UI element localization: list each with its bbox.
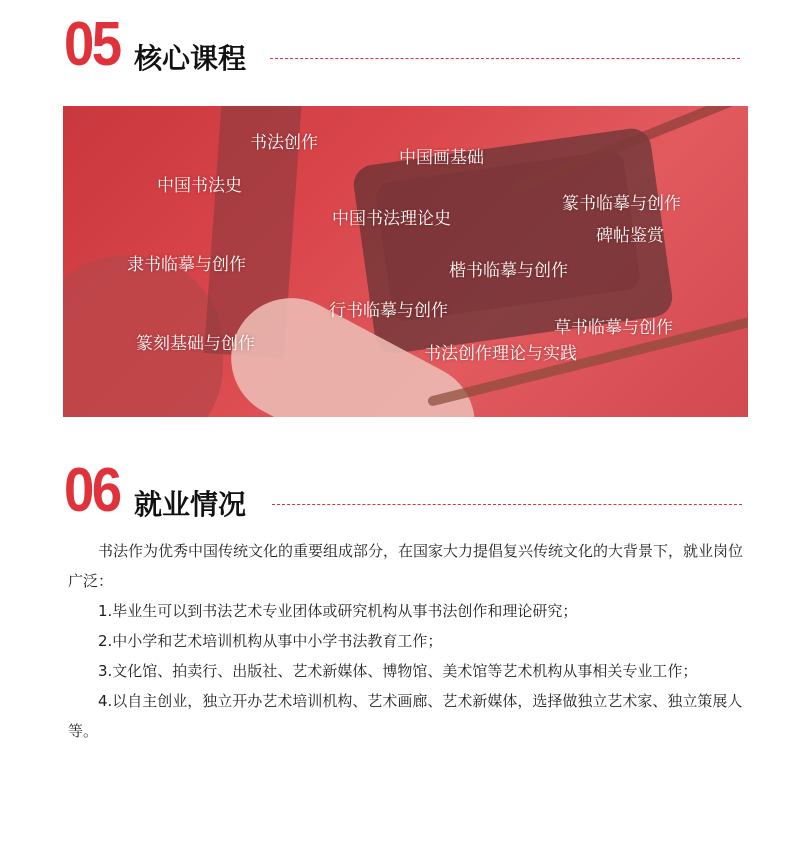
course-item: 书法创作理论与实践 <box>424 344 577 364</box>
course-item: 碑帖鉴赏 <box>596 226 664 246</box>
course-item: 书法创作 <box>250 133 318 153</box>
section-header-core-courses <box>64 10 744 80</box>
employment-intro: 书法作为优秀中国传统文化的重要组成部分，在国家大力提倡复兴传统文化的大背景下，就业岗位广泛： <box>68 542 744 590</box>
courses-banner <box>63 106 748 417</box>
employment-item: 4.以自主创业，独立开办艺术培训机构、艺术画廊、艺术新媒体，选择做独立艺术家、独立策展人等。 <box>68 692 743 740</box>
dashed-divider <box>270 58 740 59</box>
section-title: 就业情况 <box>134 488 247 521</box>
course-item: 中国画基础 <box>399 148 484 168</box>
course-item: 楷书临摹与创作 <box>449 261 568 281</box>
course-item: 中国书法史 <box>157 176 242 196</box>
employment-item: 2.中小学和艺术培训机构从事中小学书法教育工作； <box>98 632 443 650</box>
section-number: 06 <box>64 456 120 525</box>
course-item: 篆刻基础与创作 <box>136 334 255 354</box>
employment-item: 1.毕业生可以到书法艺术专业团体或研究机构从事书法创作和理论研究； <box>98 602 578 620</box>
section-number: 05 <box>64 10 120 79</box>
course-item: 中国书法理论史 <box>332 209 451 229</box>
course-item: 篆书临摹与创作 <box>562 194 681 214</box>
course-item: 草书临摹与创作 <box>554 318 673 338</box>
course-item: 行书临摹与创作 <box>329 301 448 321</box>
employment-item: 3.文化馆、拍卖行、出版社、艺术新媒体、博物馆、美术馆等艺术机构从事相关专业工作； <box>98 662 698 680</box>
dashed-divider <box>272 504 742 505</box>
employment-description <box>68 536 754 746</box>
section-header-employment <box>64 456 744 526</box>
section-title: 核心课程 <box>134 42 247 75</box>
course-item: 隶书临摹与创作 <box>127 255 246 275</box>
